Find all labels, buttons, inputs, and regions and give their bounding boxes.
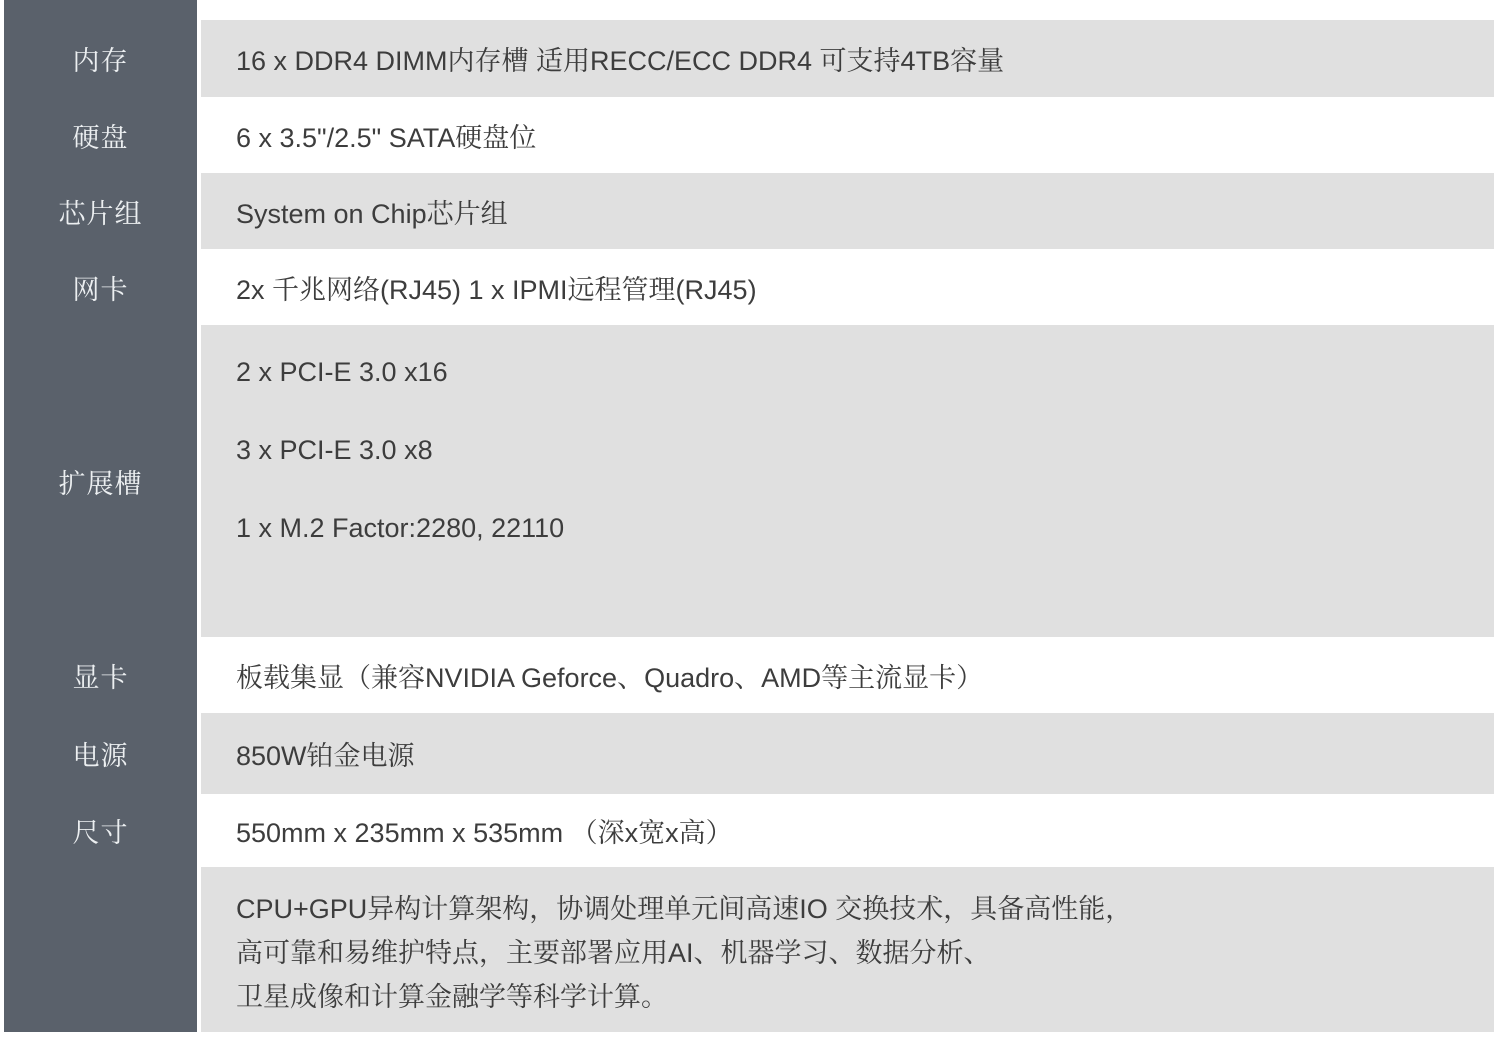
spec-row-storage: [201, 97, 1494, 173]
spec-row-network: [201, 249, 1494, 325]
sidebar-label-storage: 硬盘: [72, 122, 129, 153]
sidebar-label-expansion-slots: 扩展槽: [58, 468, 143, 499]
sidebar-label-graphics: 显卡: [72, 662, 129, 693]
sidebar-label-memory: 内存: [72, 46, 129, 76]
spec-value-expansion-slot-3: 1 x M.2 Factor:2280, 22110: [236, 513, 565, 543]
spec-value-network: 2x 千兆网络(RJ45) 1 x IPMI远程管理(RJ45): [236, 274, 757, 305]
spec-value-chipset: System on Chip芯片组: [236, 198, 508, 229]
spec-row-dimensions: [201, 794, 1494, 867]
spec-description-line-2: 高可靠和易维护特点，主要部署应用AI、机器学习、数据分析、: [236, 938, 991, 968]
sidebar-label-network: 网卡: [72, 274, 129, 305]
sidebar-label-power: 电源: [72, 741, 129, 771]
spec-value-graphics: 板载集显（兼容NVIDIA Geforce、Quadro、AMD等主流显卡）: [236, 662, 984, 693]
spec-description-line-1: CPU+GPU异构计算架构，协调处理单元间高速IO 交换技术，具备高性能，: [236, 894, 1133, 924]
spec-value-expansion-slot-1: 2 x PCI-E 3.0 x16: [236, 357, 448, 387]
spec-row-chipset: [201, 173, 1494, 249]
spec-row-power: [201, 713, 1494, 794]
spec-value-power: 850W铂金电源: [236, 741, 415, 771]
spec-row-description: [201, 867, 1494, 1032]
spec-row-expansion-slots: [201, 325, 1494, 637]
spec-value-storage: 6 x 3.5"/2.5" SATA硬盘位: [236, 122, 537, 153]
spec-description-line-3: 卫星成像和计算金融学等科学计算。: [236, 982, 668, 1012]
sidebar-label-dimensions: 尺寸: [72, 818, 129, 848]
spec-value-expansion-slot-2: 3 x PCI-E 3.0 x8: [236, 435, 433, 465]
spec-value-dimensions: 550mm x 235mm x 535mm （深x宽x高）: [236, 818, 733, 848]
spec-row-graphics: [201, 637, 1494, 713]
spec-row-memory: [201, 20, 1494, 97]
spec-value-memory: 16 x DDR4 DIMM内存槽 适用RECC/ECC DDR4 可支持4TB容量: [236, 46, 1005, 76]
sidebar-label-chipset: 芯片组: [58, 198, 143, 229]
